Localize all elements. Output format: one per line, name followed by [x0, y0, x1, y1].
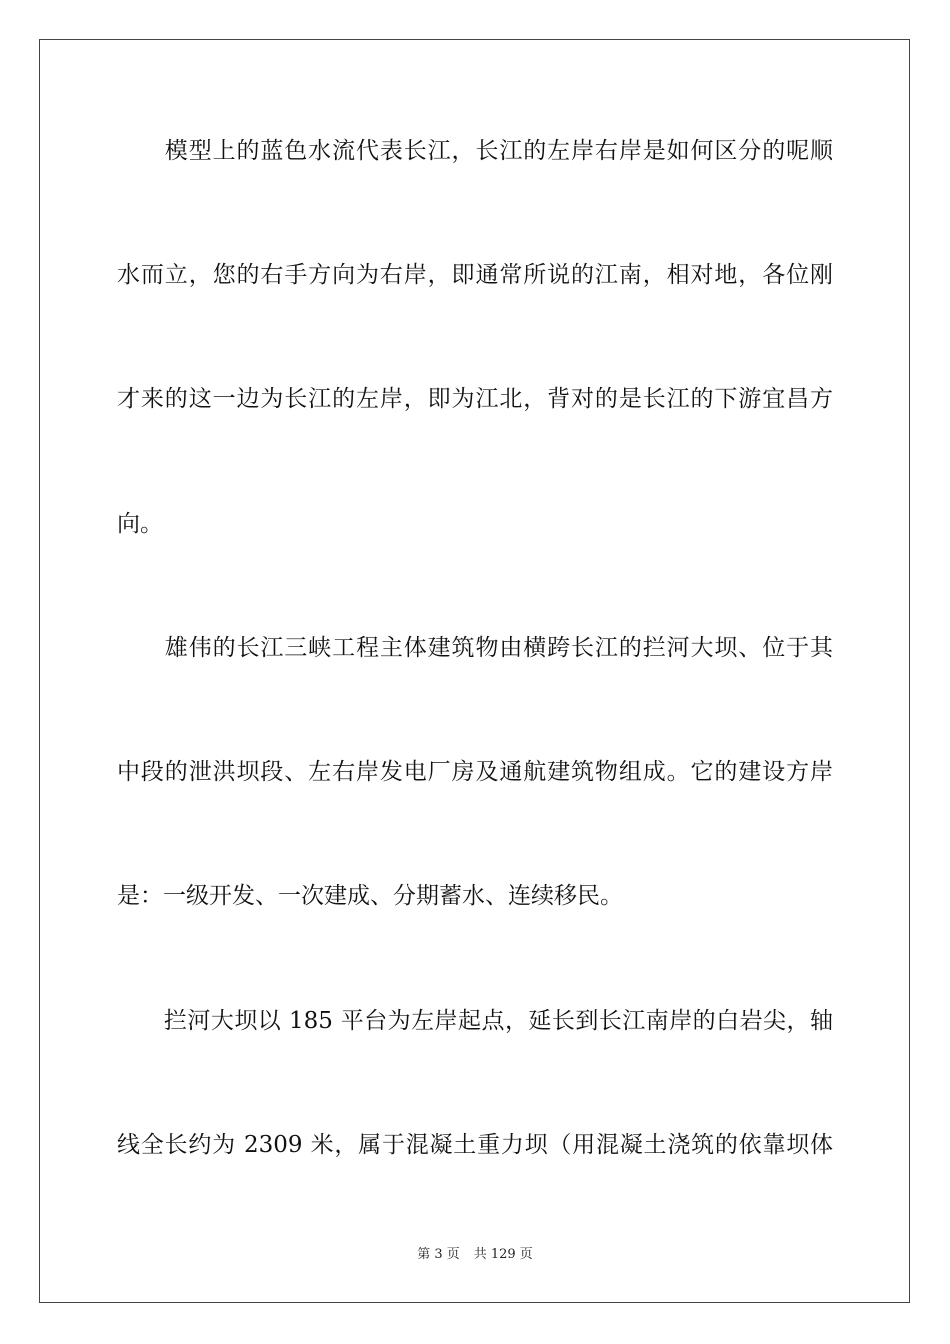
text-line: 中段的泄洪坝段、左右岸发电厂房及通航建筑物组成。它的建设方岸 [117, 759, 833, 785]
text-line: 水而立，您的右手方向为右岸，即通常所说的江南，相对地，各位刚 [117, 262, 833, 288]
text-line: 线全长约为 2309 米，属于混凝土重力坝（用混凝土浇筑的依靠坝体 [117, 1132, 833, 1158]
page-total: 共 129 页 [473, 1247, 533, 1262]
page-frame [39, 39, 910, 1303]
text-line: 向。 [117, 511, 163, 537]
text-line: 拦河大坝以 185 平台为左岸起点，延长到长江南岸的白岩尖，轴 [117, 1008, 833, 1034]
text-line: 才来的这一边为长江的左岸，即为江北，背对的是长江的下游宜昌方 [117, 386, 833, 412]
text-line: 模型上的蓝色水流代表长江，长江的左岸右岸是如何区分的呢顺 [117, 138, 833, 164]
page-footer [0, 1246, 950, 1264]
text-line: 是：一级开发、一次建成、分期蓄水、连续移民。 [117, 883, 623, 909]
page-number: 第 3 页 [417, 1247, 460, 1262]
text-line: 雄伟的长江三峡工程主体建筑物由横跨长江的拦河大坝、位于其 [117, 635, 833, 661]
